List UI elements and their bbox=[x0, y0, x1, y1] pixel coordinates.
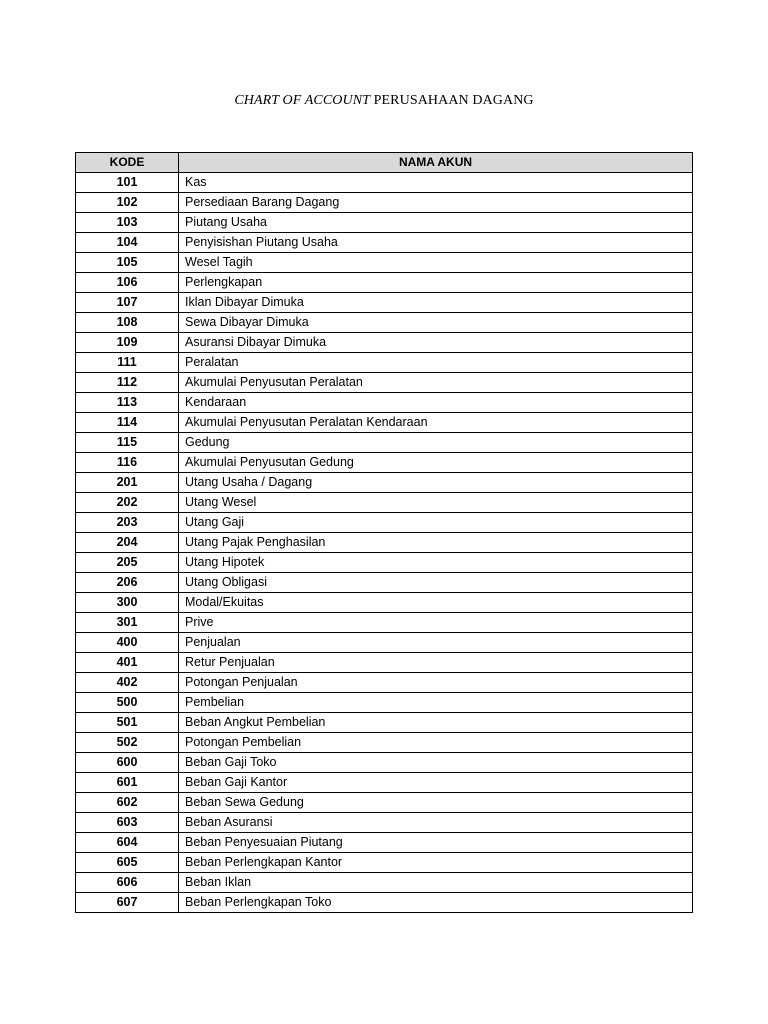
table-row bbox=[76, 333, 693, 353]
account-code: 106 bbox=[76, 273, 179, 293]
table-row bbox=[76, 533, 693, 553]
account-name: Utang Usaha / Dagang bbox=[179, 473, 693, 493]
account-code: 202 bbox=[76, 493, 179, 513]
account-code: 103 bbox=[76, 213, 179, 233]
account-code: 109 bbox=[76, 333, 179, 353]
table-row bbox=[76, 433, 693, 453]
table-row bbox=[76, 213, 693, 233]
account-code: 500 bbox=[76, 693, 179, 713]
account-code: 300 bbox=[76, 593, 179, 613]
account-name: Utang Wesel bbox=[179, 493, 693, 513]
account-code: 111 bbox=[76, 353, 179, 373]
table-row bbox=[76, 513, 693, 533]
account-name: Potongan Pembelian bbox=[179, 733, 693, 753]
table-row bbox=[76, 753, 693, 773]
table-row bbox=[76, 593, 693, 613]
account-name: Iklan Dibayar Dimuka bbox=[179, 293, 693, 313]
table-row bbox=[76, 273, 693, 293]
table-row bbox=[76, 173, 693, 193]
account-code: 108 bbox=[76, 313, 179, 333]
account-name: Beban Gaji Kantor bbox=[179, 773, 693, 793]
account-name: Gedung bbox=[179, 433, 693, 453]
account-name: Pembelian bbox=[179, 693, 693, 713]
account-name: Wesel Tagih bbox=[179, 253, 693, 273]
account-name: Modal/Ekuitas bbox=[179, 593, 693, 613]
title-normal-part: PERUSAHAAN DAGANG bbox=[370, 93, 534, 108]
account-name: Potongan Penjualan bbox=[179, 673, 693, 693]
table-row bbox=[76, 633, 693, 653]
account-name: Penyisishan Piutang Usaha bbox=[179, 233, 693, 253]
account-name: Utang Gaji bbox=[179, 513, 693, 533]
account-name: Asuransi Dibayar Dimuka bbox=[179, 333, 693, 353]
table-row bbox=[76, 493, 693, 513]
table-row bbox=[76, 233, 693, 253]
account-code: 502 bbox=[76, 733, 179, 753]
chart-of-account-table bbox=[75, 152, 693, 913]
account-code: 102 bbox=[76, 193, 179, 213]
account-name: Kendaraan bbox=[179, 393, 693, 413]
account-name: Penjualan bbox=[179, 633, 693, 653]
account-code: 605 bbox=[76, 853, 179, 873]
account-name: Peralatan bbox=[179, 353, 693, 373]
table-row bbox=[76, 253, 693, 273]
table-row bbox=[76, 893, 693, 913]
header-kode: KODE bbox=[76, 153, 179, 173]
account-code: 113 bbox=[76, 393, 179, 413]
account-code: 603 bbox=[76, 813, 179, 833]
document-title bbox=[0, 93, 768, 109]
table-row bbox=[76, 553, 693, 573]
table-row bbox=[76, 393, 693, 413]
account-code: 602 bbox=[76, 793, 179, 813]
account-name: Utang Hipotek bbox=[179, 553, 693, 573]
table-row bbox=[76, 373, 693, 393]
account-code: 604 bbox=[76, 833, 179, 853]
account-name: Beban Iklan bbox=[179, 873, 693, 893]
table-row bbox=[76, 453, 693, 473]
account-name: Utang Pajak Penghasilan bbox=[179, 533, 693, 553]
account-code: 600 bbox=[76, 753, 179, 773]
table-row bbox=[76, 693, 693, 713]
account-name: Akumulai Penyusutan Peralatan Kendaraan bbox=[179, 413, 693, 433]
table-row bbox=[76, 653, 693, 673]
account-code: 101 bbox=[76, 173, 179, 193]
table-row bbox=[76, 853, 693, 873]
account-name: Piutang Usaha bbox=[179, 213, 693, 233]
account-code: 301 bbox=[76, 613, 179, 633]
account-name: Beban Sewa Gedung bbox=[179, 793, 693, 813]
account-code: 203 bbox=[76, 513, 179, 533]
table-header-row bbox=[76, 153, 693, 173]
account-code: 104 bbox=[76, 233, 179, 253]
account-name: Kas bbox=[179, 173, 693, 193]
table-row bbox=[76, 713, 693, 733]
table-row bbox=[76, 613, 693, 633]
account-name: Beban Perlengkapan Toko bbox=[179, 893, 693, 913]
account-code: 116 bbox=[76, 453, 179, 473]
account-name: Beban Perlengkapan Kantor bbox=[179, 853, 693, 873]
header-nama-akun: NAMA AKUN bbox=[179, 153, 693, 173]
table-row bbox=[76, 353, 693, 373]
table-row bbox=[76, 313, 693, 333]
table-body bbox=[76, 173, 693, 913]
account-code: 601 bbox=[76, 773, 179, 793]
table-row bbox=[76, 293, 693, 313]
account-name: Persediaan Barang Dagang bbox=[179, 193, 693, 213]
account-name: Beban Angkut Pembelian bbox=[179, 713, 693, 733]
title-italic-part: CHART OF ACCOUNT bbox=[234, 93, 371, 108]
account-code: 107 bbox=[76, 293, 179, 313]
account-name: Perlengkapan bbox=[179, 273, 693, 293]
account-code: 501 bbox=[76, 713, 179, 733]
account-name: Prive bbox=[179, 613, 693, 633]
account-name: Akumulai Penyusutan Gedung bbox=[179, 453, 693, 473]
account-name: Utang Obligasi bbox=[179, 573, 693, 593]
account-code: 112 bbox=[76, 373, 179, 393]
account-code: 606 bbox=[76, 873, 179, 893]
account-code: 115 bbox=[76, 433, 179, 453]
account-code: 402 bbox=[76, 673, 179, 693]
table-row bbox=[76, 193, 693, 213]
table-row bbox=[76, 473, 693, 493]
account-code: 607 bbox=[76, 893, 179, 913]
account-name: Beban Penyesuaian Piutang bbox=[179, 833, 693, 853]
account-code: 114 bbox=[76, 413, 179, 433]
table-row bbox=[76, 833, 693, 853]
table-row bbox=[76, 573, 693, 593]
table-row bbox=[76, 813, 693, 833]
account-name: Sewa Dibayar Dimuka bbox=[179, 313, 693, 333]
table-row bbox=[76, 673, 693, 693]
account-name: Beban Gaji Toko bbox=[179, 753, 693, 773]
account-code: 105 bbox=[76, 253, 179, 273]
account-name: Beban Asuransi bbox=[179, 813, 693, 833]
account-code: 401 bbox=[76, 653, 179, 673]
table-row bbox=[76, 873, 693, 893]
account-code: 201 bbox=[76, 473, 179, 493]
account-name: Akumulai Penyusutan Peralatan bbox=[179, 373, 693, 393]
account-code: 400 bbox=[76, 633, 179, 653]
table-row bbox=[76, 793, 693, 813]
account-name: Retur Penjualan bbox=[179, 653, 693, 673]
account-code: 204 bbox=[76, 533, 179, 553]
table-row bbox=[76, 773, 693, 793]
table-row bbox=[76, 413, 693, 433]
account-code: 205 bbox=[76, 553, 179, 573]
account-code: 206 bbox=[76, 573, 179, 593]
table-row bbox=[76, 733, 693, 753]
